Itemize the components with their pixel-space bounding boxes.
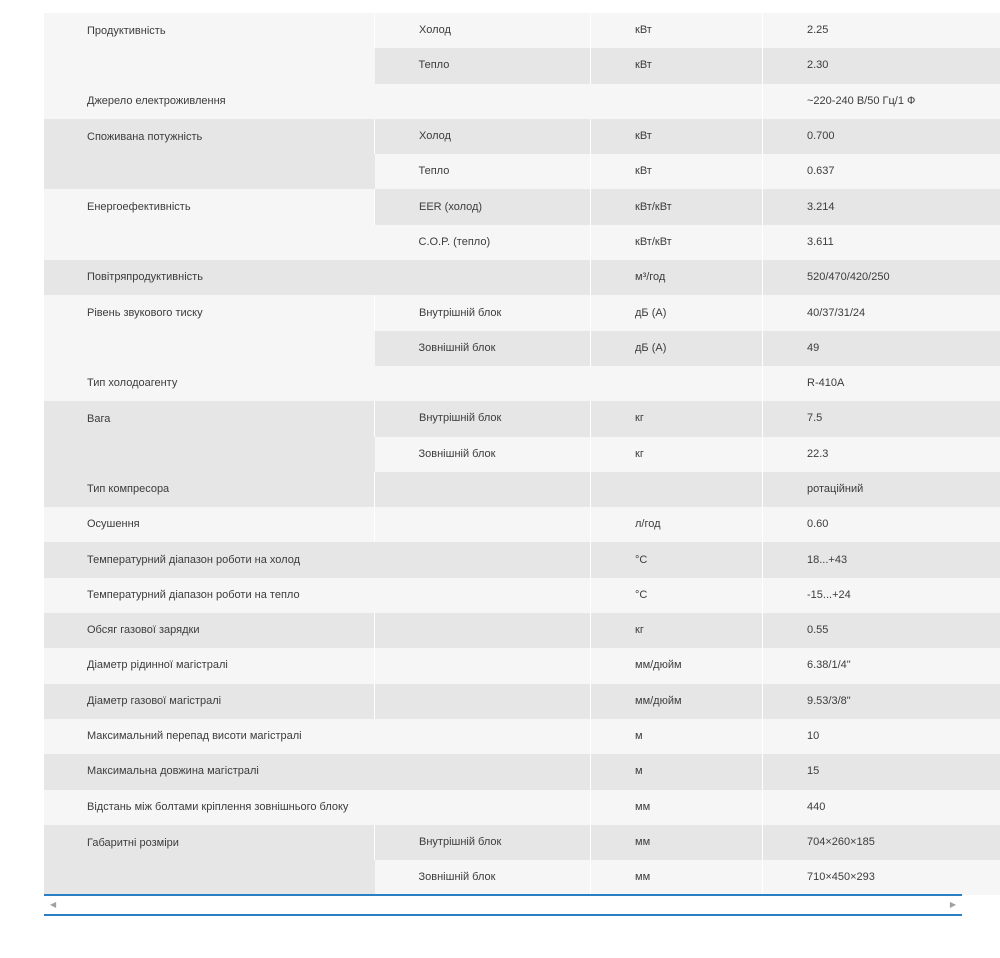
unit-cell <box>591 472 763 507</box>
unit-cell: кг <box>591 401 763 436</box>
table-row <box>44 260 1000 295</box>
unit-cell: кВт <box>591 48 763 83</box>
param-cell: Габаритні розміри <box>44 825 375 896</box>
param-cell: Тип компресора <box>44 472 375 507</box>
unit-cell: мм <box>591 790 763 825</box>
table-row <box>44 825 1000 860</box>
unit-cell: м³/год <box>591 260 763 295</box>
unit-cell: мм/дюйм <box>591 684 763 719</box>
value-cell: 0.60 <box>763 507 1000 542</box>
value-cell: 0.55 <box>763 613 1000 648</box>
param-cell: Енергоефективність <box>44 189 375 260</box>
sub-cell: Зовнішній блок <box>375 331 591 366</box>
value-cell: R-410A <box>763 366 1000 401</box>
value-cell: 40/37/31/24 <box>763 295 1000 330</box>
sub-cell: Тепло <box>375 154 591 189</box>
sub-cell <box>375 613 591 648</box>
value-cell: 18...+43 <box>763 542 1000 577</box>
sub-cell: Холод <box>375 119 591 154</box>
sub-cell: Зовнішній блок <box>375 437 591 472</box>
param-cell: Обсяг газової зарядки <box>44 613 375 648</box>
param-cell: Рівень звукового тиску <box>44 295 375 366</box>
spec-table <box>44 13 1000 895</box>
sub-cell: Холод <box>375 13 591 48</box>
sub-cell: EER (холод) <box>375 189 591 224</box>
unit-cell: кВт/кВт <box>591 225 763 260</box>
param-cell: Повітряпродуктивність <box>44 260 591 295</box>
value-cell: 440 <box>763 790 1000 825</box>
unit-cell: кг <box>591 613 763 648</box>
value-cell: 6.38/1/4" <box>763 648 1000 683</box>
param-cell: Продуктивність <box>44 13 375 84</box>
table-row <box>44 84 1000 119</box>
value-cell: 3.214 <box>763 189 1000 224</box>
unit-cell: мм <box>591 860 763 895</box>
value-cell: 520/470/420/250 <box>763 260 1000 295</box>
unit-cell: кВт <box>591 154 763 189</box>
param-cell: Споживана потужність <box>44 119 375 190</box>
table-row <box>44 189 1000 224</box>
sub-cell: Внутрішній блок <box>375 401 591 436</box>
unit-cell: кВт <box>591 13 763 48</box>
value-cell: 49 <box>763 331 1000 366</box>
table-row <box>44 366 1000 401</box>
value-cell: 0.700 <box>763 119 1000 154</box>
unit-cell: дБ (А) <box>591 331 763 366</box>
table-row <box>44 401 1000 436</box>
unit-cell: кВт/кВт <box>591 189 763 224</box>
sub-cell: Зовнішній блок <box>375 860 591 895</box>
unit-cell: мм/дюйм <box>591 648 763 683</box>
table-row <box>44 754 1000 789</box>
value-cell: 0.637 <box>763 154 1000 189</box>
value-cell: 704×260×185 <box>763 825 1000 860</box>
param-cell: Діаметр газової магістралі <box>44 684 375 719</box>
table-row <box>44 13 1000 48</box>
value-cell: 3.611 <box>763 225 1000 260</box>
sub-cell: Тепло <box>375 48 591 83</box>
param-cell: Вага <box>44 401 375 472</box>
table-row <box>44 507 1000 542</box>
sub-cell: Внутрішній блок <box>375 825 591 860</box>
table-row <box>44 119 1000 154</box>
param-cell: Максимальний перепад висоти магістралі <box>44 719 591 754</box>
sub-cell <box>375 507 591 542</box>
table-row <box>44 578 1000 613</box>
value-cell: 22.3 <box>763 437 1000 472</box>
value-cell: 10 <box>763 719 1000 754</box>
unit-cell: °С <box>591 542 763 577</box>
param-cell: Діаметр рідинної магістралі <box>44 648 375 683</box>
table-row <box>44 790 1000 825</box>
param-cell: Відстань між болтами кріплення зовнішнього блоку <box>44 790 591 825</box>
sub-cell: Внутрішній блок <box>375 295 591 330</box>
unit-cell: дБ (А) <box>591 295 763 330</box>
table-row <box>44 684 1000 719</box>
unit-cell: кВт <box>591 119 763 154</box>
param-cell: Максимальна довжина магістралі <box>44 754 591 789</box>
param-cell: Тип холодоагенту <box>44 366 763 401</box>
unit-cell: °С <box>591 578 763 613</box>
spec-table-container <box>44 13 962 895</box>
table-row <box>44 719 1000 754</box>
table-row <box>44 542 1000 577</box>
scroll-right-icon[interactable]: ▶ <box>949 900 956 909</box>
sub-cell <box>375 472 591 507</box>
value-cell: 15 <box>763 754 1000 789</box>
value-cell: ротаційний <box>763 472 1000 507</box>
unit-cell: л/год <box>591 507 763 542</box>
value-cell: 9.53/3/8" <box>763 684 1000 719</box>
horizontal-scrollbar[interactable] <box>44 894 962 916</box>
param-cell: Осушення <box>44 507 375 542</box>
unit-cell: м <box>591 719 763 754</box>
value-cell: -15...+24 <box>763 578 1000 613</box>
unit-cell: м <box>591 754 763 789</box>
value-cell: 2.30 <box>763 48 1000 83</box>
sub-cell <box>375 648 591 683</box>
param-cell: Температурний діапазон роботи на холод <box>44 542 591 577</box>
unit-cell: кг <box>591 437 763 472</box>
sub-cell: C.O.P. (тепло) <box>375 225 591 260</box>
value-cell: ~220-240 В/50 Гц/1 Ф <box>763 84 1000 119</box>
table-row <box>44 648 1000 683</box>
scroll-left-icon[interactable]: ◀ <box>50 900 57 909</box>
value-cell: 2.25 <box>763 13 1000 48</box>
param-cell: Джерело електроживлення <box>44 84 763 119</box>
table-row <box>44 613 1000 648</box>
unit-cell: мм <box>591 825 763 860</box>
table-row <box>44 295 1000 330</box>
value-cell: 710×450×293 <box>763 860 1000 895</box>
value-cell: 7.5 <box>763 401 1000 436</box>
param-cell: Температурний діапазон роботи на тепло <box>44 578 591 613</box>
table-row <box>44 472 1000 507</box>
sub-cell <box>375 684 591 719</box>
